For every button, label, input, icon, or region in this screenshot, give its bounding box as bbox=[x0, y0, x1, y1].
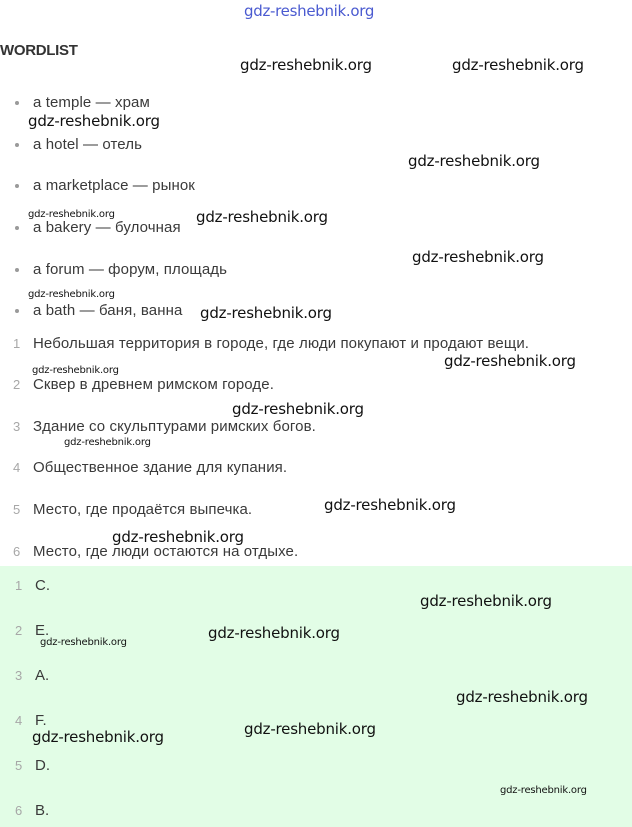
answer-number: 5 bbox=[15, 758, 23, 773]
definition-number: 2 bbox=[13, 377, 21, 392]
watermark: gdz-reshebnik.org bbox=[240, 56, 372, 74]
watermark: gdz-reshebnik.org bbox=[244, 720, 376, 738]
watermark: gdz-reshebnik.org bbox=[452, 56, 584, 74]
watermark: gdz-reshebnik.org bbox=[32, 728, 164, 746]
watermark: gdz-reshebnik.org bbox=[28, 289, 115, 300]
watermark: gdz-reshebnik.org bbox=[112, 528, 244, 546]
watermark: gdz-reshebnik.org bbox=[412, 248, 544, 266]
answer-text: C. bbox=[35, 577, 50, 594]
wordlist-item-text: a bakery — булочная bbox=[33, 219, 181, 236]
answer-number: 6 bbox=[15, 803, 23, 818]
definition-number: 3 bbox=[13, 419, 21, 434]
watermark: gdz-reshebnik.org bbox=[196, 208, 328, 226]
bullet-icon bbox=[15, 143, 19, 147]
answer-number: 1 bbox=[15, 578, 23, 593]
wordlist-item-text: a temple — храм bbox=[33, 94, 150, 111]
answer-number: 2 bbox=[15, 623, 23, 638]
wordlist-item-text: a hotel — отель bbox=[33, 136, 142, 153]
watermark: gdz-reshebnik.org bbox=[456, 688, 588, 706]
watermark: gdz-reshebnik.org bbox=[28, 209, 115, 220]
definition-text: Общественное здание для купания. bbox=[33, 459, 288, 476]
definition-text: Место, где люди остаются на отдыхе. bbox=[33, 543, 299, 560]
answer-text: A. bbox=[35, 667, 50, 684]
definition-text: Здание со скульптурами римских богов. bbox=[33, 418, 316, 435]
watermark: gdz-reshebnik.org bbox=[232, 400, 364, 418]
watermark: gdz-reshebnik.org bbox=[64, 437, 151, 448]
wordlist-item-text: a forum — форум, площадь bbox=[33, 261, 228, 278]
definition-text: Небольшая территория в городе, где люди покупают и продают вещи. bbox=[33, 335, 530, 352]
watermark: gdz-reshebnik.org bbox=[408, 152, 540, 170]
definition-text: Сквер в древнем римском городе. bbox=[33, 376, 274, 393]
bullet-icon bbox=[15, 101, 19, 105]
watermark: gdz-reshebnik.org bbox=[32, 365, 119, 376]
watermark: gdz-reshebnik.org bbox=[40, 637, 127, 648]
wordlist-item-text: a marketplace — рынок bbox=[33, 177, 195, 194]
page-title: WORDLIST bbox=[0, 42, 78, 59]
definition-text: Место, где продаётся выпечка. bbox=[33, 501, 253, 518]
answer-number: 4 bbox=[15, 713, 23, 728]
answer-text: D. bbox=[35, 757, 50, 774]
site-logo[interactable]: gdz-reshebnik.org bbox=[244, 2, 375, 20]
bullet-icon bbox=[15, 268, 19, 272]
watermark: gdz-reshebnik.org bbox=[420, 592, 552, 610]
definition-number: 5 bbox=[13, 502, 21, 517]
bullet-icon bbox=[15, 309, 19, 313]
watermark: gdz-reshebnik.org bbox=[208, 624, 340, 642]
answer-number: 3 bbox=[15, 668, 23, 683]
answer-text: E. bbox=[35, 622, 50, 639]
watermark: gdz-reshebnik.org bbox=[28, 112, 160, 130]
bullet-icon bbox=[15, 184, 19, 188]
watermark: gdz-reshebnik.org bbox=[324, 496, 456, 514]
watermark: gdz-reshebnik.org bbox=[200, 304, 332, 322]
watermark: gdz-reshebnik.org bbox=[500, 785, 587, 796]
wordlist-item-text: a bath — баня, ванна bbox=[33, 302, 183, 319]
bullet-icon bbox=[15, 226, 19, 230]
answer-text: F. bbox=[35, 712, 47, 729]
definition-number: 1 bbox=[13, 336, 21, 351]
definition-number: 6 bbox=[13, 544, 21, 559]
watermark: gdz-reshebnik.org bbox=[444, 352, 576, 370]
answer-text: B. bbox=[35, 802, 50, 819]
definition-number: 4 bbox=[13, 460, 21, 475]
